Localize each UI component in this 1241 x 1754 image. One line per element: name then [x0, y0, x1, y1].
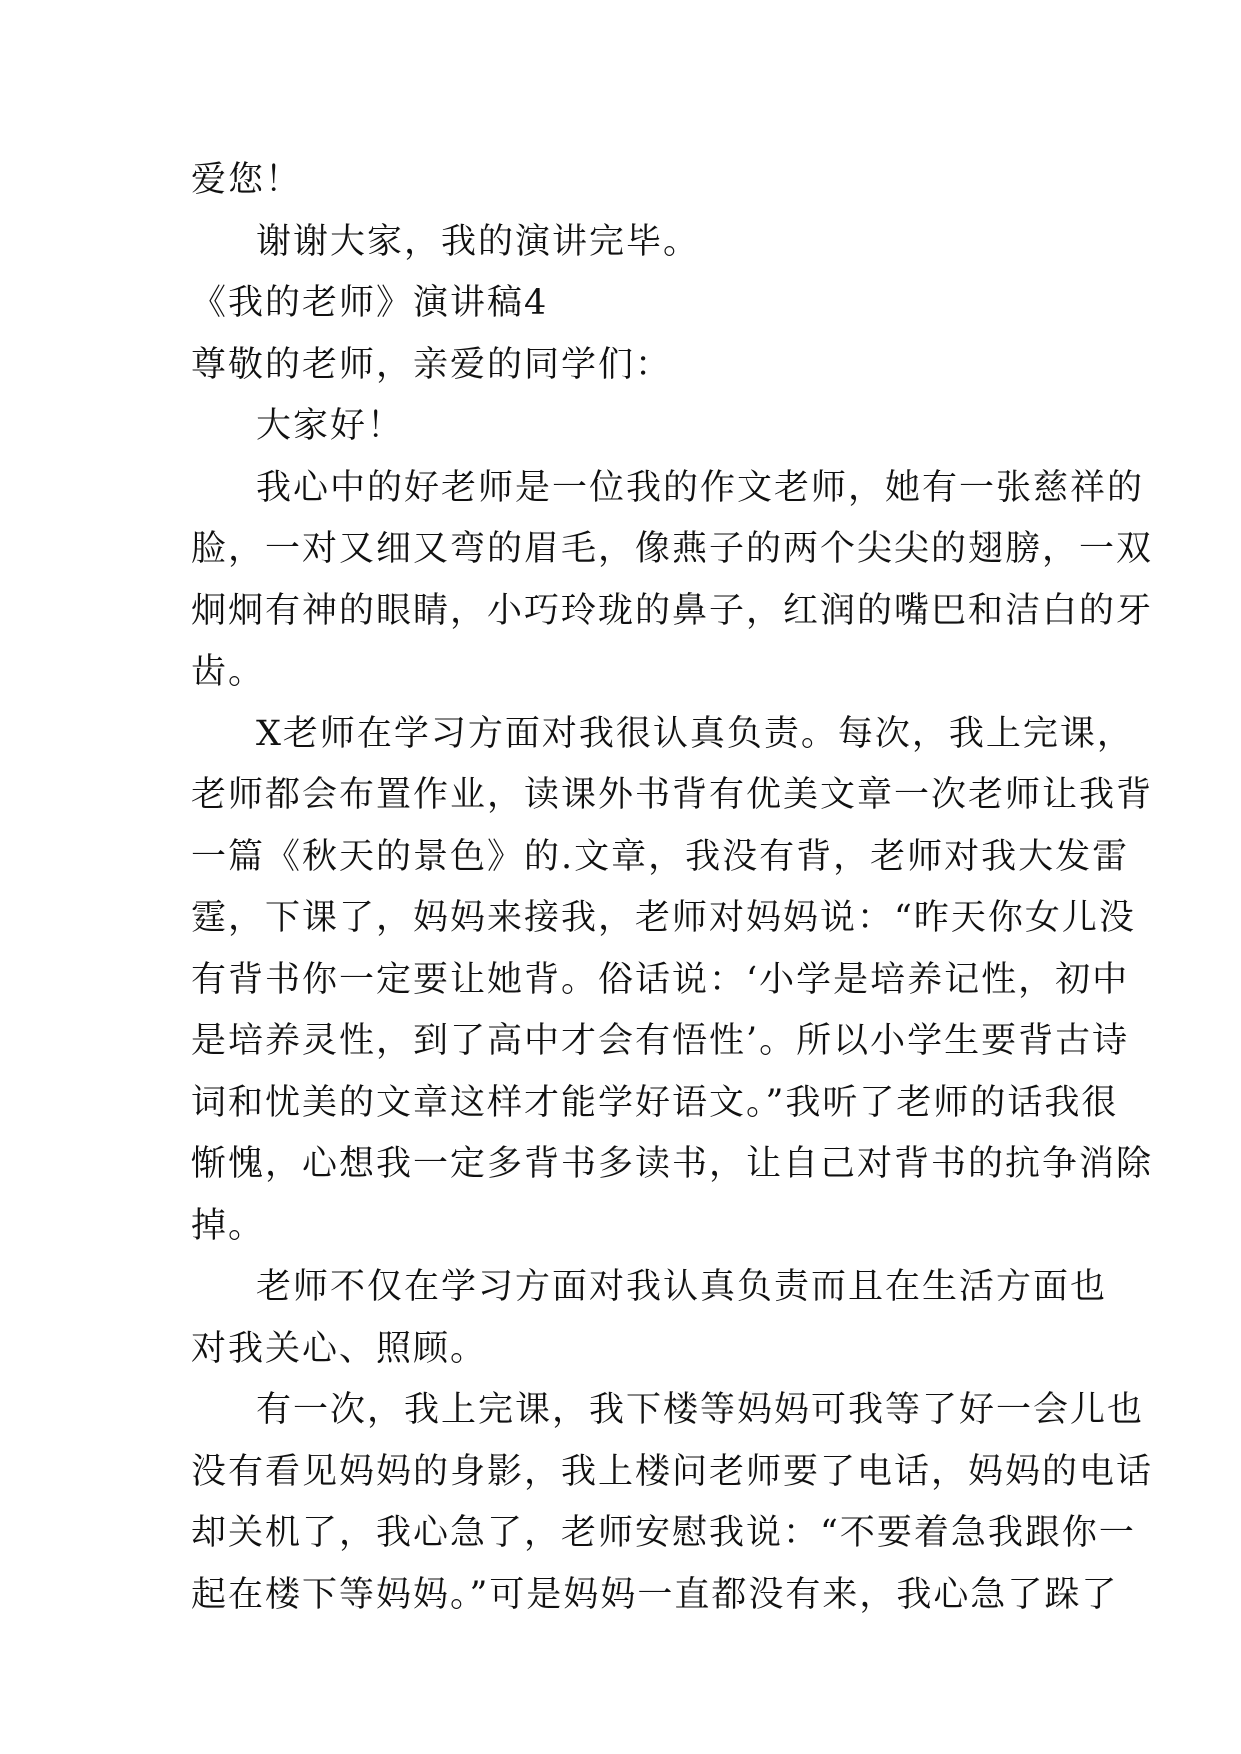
text-line: 爱您！: [191, 160, 303, 200]
text-line: 有背书你一定要让她背。俗话说：‘小学是培养记性，初中: [191, 959, 1130, 1000]
text-line: X老师在学习方面对我很认真负责。每次，我上完课，: [256, 713, 1134, 754]
section-title: 《我的老师》演讲稿4: [191, 283, 549, 323]
text-line: 谢谢大家，我的演讲完毕。: [256, 221, 701, 262]
text-line: 炯炯有神的眼睛，小巧玲珑的鼻子，红润的嘴巴和洁白的牙: [191, 590, 1154, 631]
text-line: 霆，下课了，妈妈来接我，老师对妈妈说：“昨天你女儿没: [191, 898, 1136, 938]
text-line: 对我关心、照顾。: [191, 1328, 488, 1369]
document-body: [191, 150, 1154, 1626]
text-line: 词和忧美的文章这样才能学好语文。”我听了老师的话我很: [191, 1082, 1119, 1123]
text-line: 有一次，我上完课，我下楼等妈妈可我等了好一会儿也: [256, 1390, 1145, 1430]
text-line: 齿。: [191, 652, 266, 692]
text-line: 却关机了，我心急了，老师安慰我说：“不要着急我跟你一: [191, 1513, 1136, 1553]
greeting: 大家好！: [256, 406, 405, 446]
salutation: 尊敬的老师，亲爱的同学们：: [191, 344, 673, 385]
text-line: 我心中的好老师是一位我的作文老师，她有一张慈祥的: [256, 467, 1145, 508]
text-line: 老师都会布置作业，读课外书背有优美文章一次老师让我背: [191, 775, 1154, 815]
text-line: 没有看见妈妈的身影，我上楼问老师要了电话，妈妈的电话: [191, 1451, 1154, 1492]
text-line: 掉。: [191, 1205, 266, 1246]
text-line: 起在楼下等妈妈。”可是妈妈一直都没有来，我心急了跺了: [191, 1574, 1119, 1615]
text-line: 一篇《秋天的景色》的.文章，我没有背，老师对我大发雷: [191, 836, 1130, 877]
text-line: 脸，一对又细又弯的眉毛，像燕子的两个尖尖的翅膀，一双: [191, 529, 1154, 569]
text-line: 是培养灵性，到了高中才会有悟性’。所以小学生要背古诗: [191, 1021, 1130, 1061]
text-line: 惭愧，心想我一定多背书多读书，让自己对背书的抗争消除: [191, 1144, 1154, 1184]
text-line: 老师不仅在学习方面对我认真负责而且在生活方面也: [256, 1267, 1108, 1307]
